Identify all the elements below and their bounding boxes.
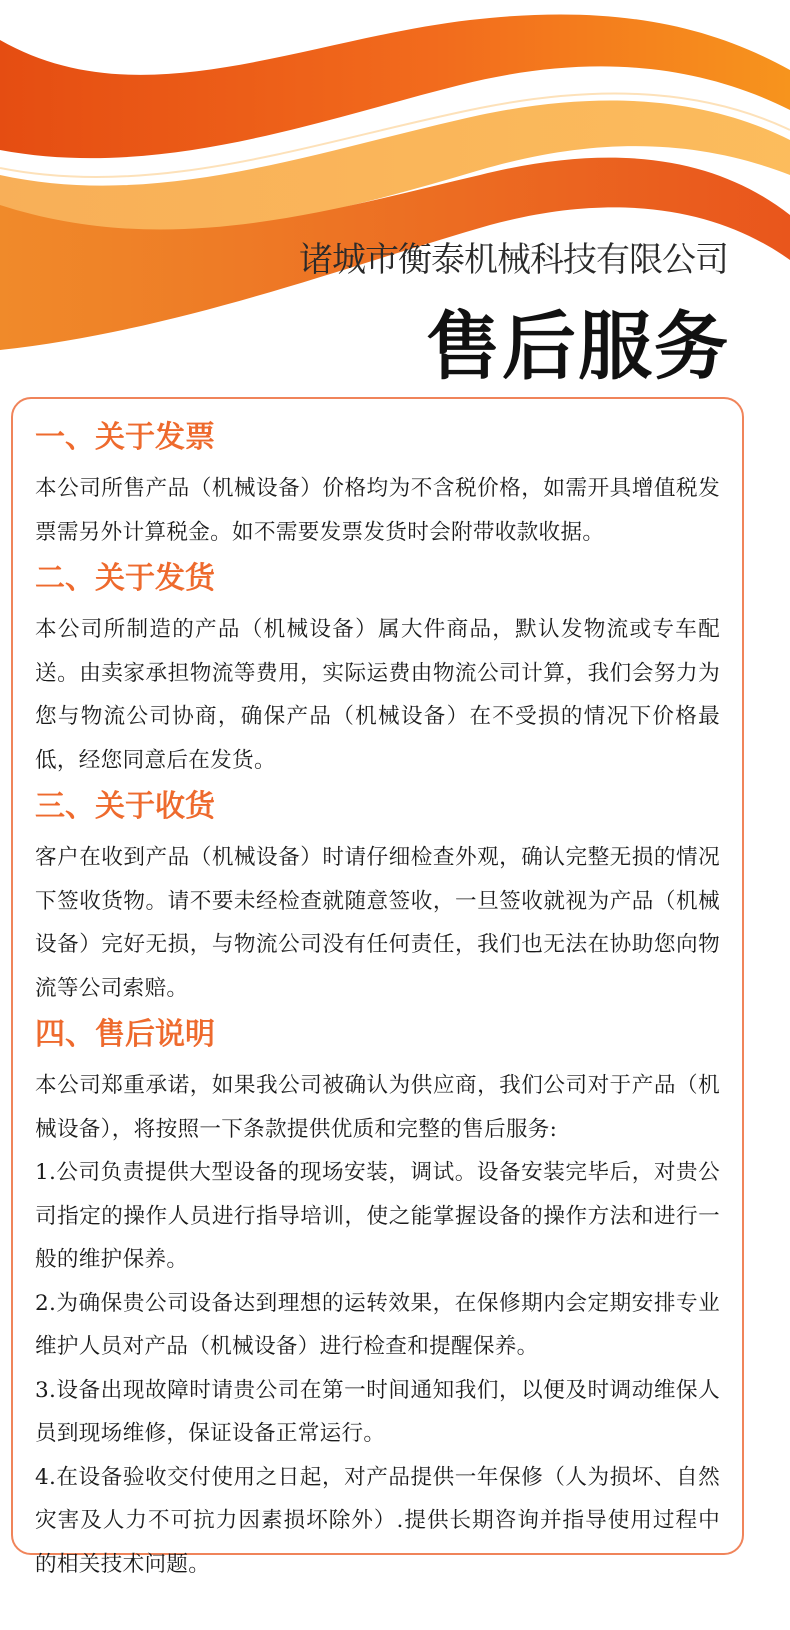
section-title-invoice: 一、关于发票 xyxy=(35,420,215,455)
section-intro-after-sales: 本公司郑重承诺，如果我公司被确认为供应商，我们公司对于产品（机械设备），将按照一下条款提供优质和完整的售后服务: xyxy=(35,1073,720,1142)
section-title-receiving: 三、关于收货 xyxy=(35,789,215,824)
company-name: 诸城市衡泰机械科技有限公司 xyxy=(299,240,728,280)
list-item: 3.设备出现故障时请贵公司在第一时间通知我们，以便及时调动维保人员到现场维修，保证设备正常运行。 xyxy=(35,1377,720,1446)
page-title: 售后服务 xyxy=(426,304,730,390)
section-title-after-sales: 四、售后说明 xyxy=(35,1017,215,1052)
section-title-shipping: 二、关于发货 xyxy=(35,561,215,596)
list-item: 1.公司负责提供大型设备的现场安装，调试。设备安装完毕后，对贵公司指定的操作人员进行指导培训，使之能掌握设备的操作方法和进行一般的维护保养。 xyxy=(35,1160,720,1272)
list-item: 4.在设备验收交付使用之日起，对产品提供一年保修（人为损坏、自然灾害及人力不可抗力因素损坏除外）.提供长期咨询并指导使用过程中的相关技术问题。 xyxy=(35,1464,720,1577)
section-text-invoice: 本公司所售产品（机械设备）价格均为不含税价格，如需开具增值税发票需另外计算税金。如不需要发票发货时会附带收款收据。 xyxy=(35,476,720,545)
section-text-receiving: 客户在收到产品（机械设备）时请仔细检查外观，确认完整无损的情况下签收货物。请不要未经检查就随意签收，一旦签收就视为产品（机械设备）完好无损，与物流公司没有任何责任，我们也无法在协助您向物流等公司索赔。 xyxy=(35,845,720,1001)
list-item: 2.为确保贵公司设备达到理想的运转效果，在保修期内会定期安排专业维护人员对产品（机械设备）进行检查和提醒保养。 xyxy=(35,1290,720,1359)
section-text-shipping: 本公司所制造的产品（机械设备）属大件商品，默认发物流或专车配送。由卖家承担物流等费用，实际运费由物流公司计算，我们会努力为您与物流公司协商，确保产品（机械设备）在不受损的情况下价格最低，经您同意后在发货。 xyxy=(35,617,720,773)
content-panel xyxy=(11,397,744,1577)
